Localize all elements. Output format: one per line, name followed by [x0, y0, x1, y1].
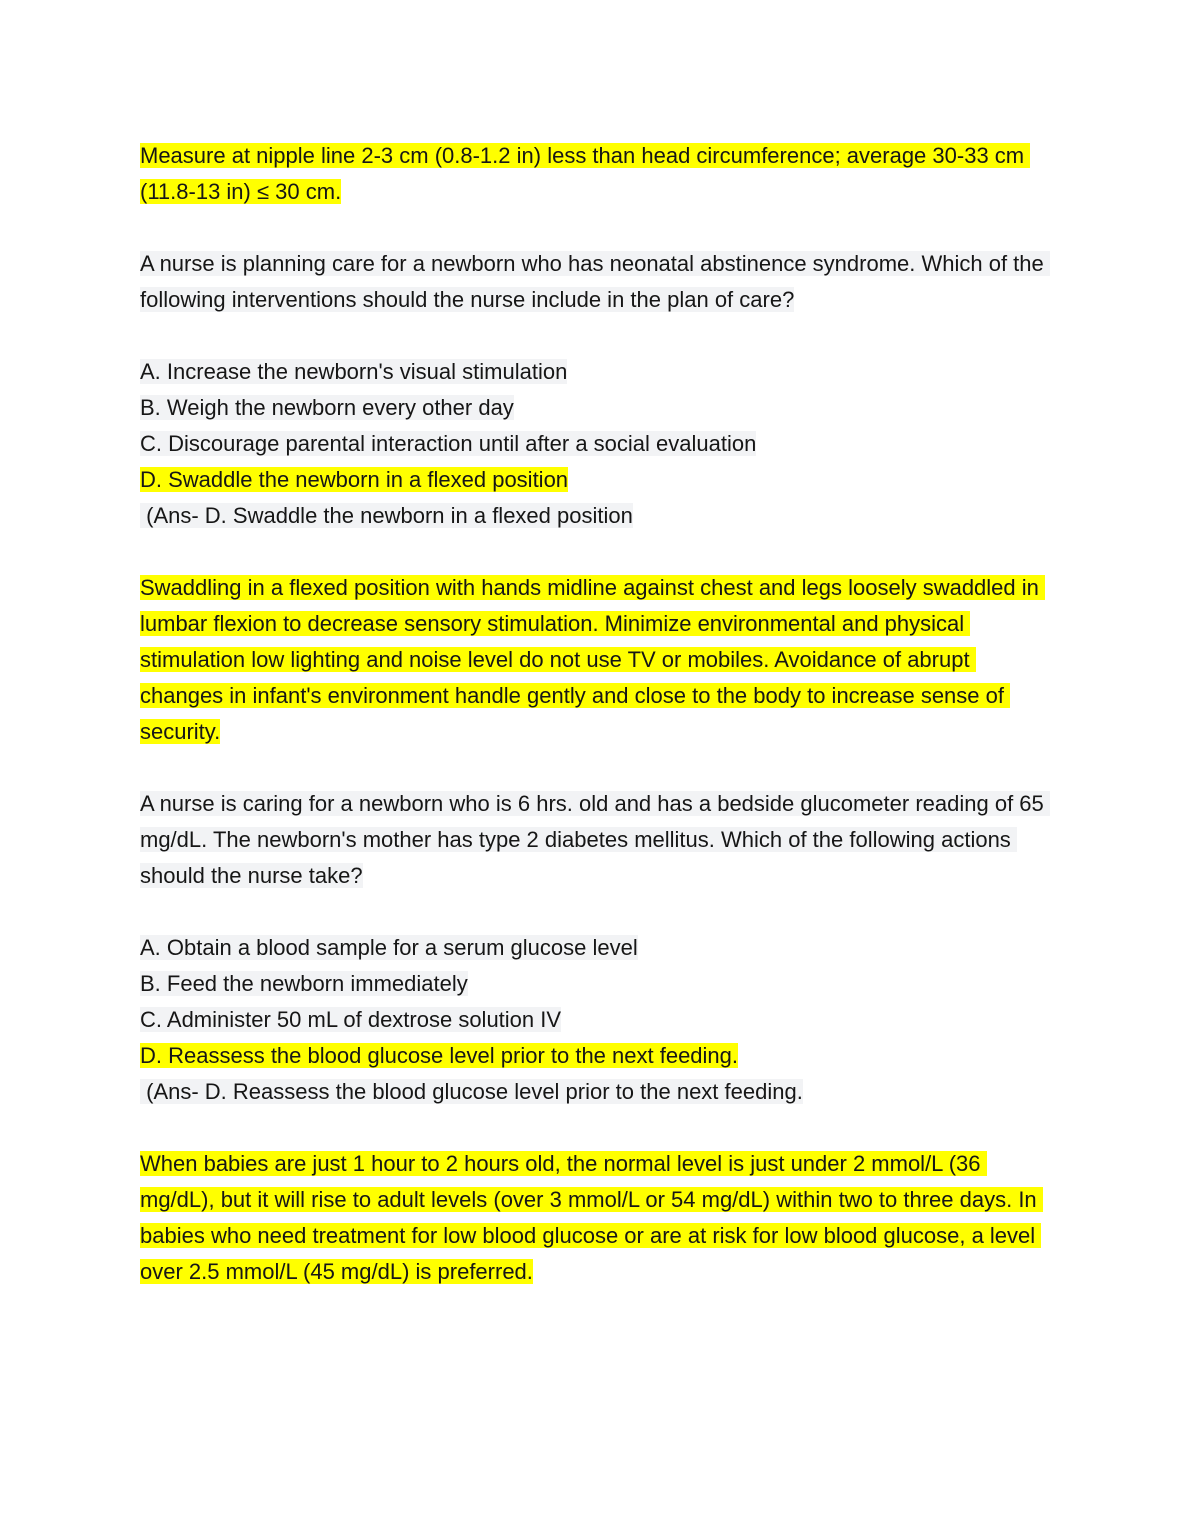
question-2-option-d-line — [140, 1038, 1052, 1074]
question-1-rationale-paragraph — [140, 570, 1052, 750]
question-1-option-d-highlighted: D. Swaddle the newborn in a flexed position — [140, 467, 569, 492]
question-2-option-a: A. Obtain a blood sample for a serum glucose level — [140, 935, 638, 960]
question-2-options — [140, 930, 1052, 1110]
question-2-rationale-highlighted: When babies are just 1 hour to 2 hours old, the normal level is just under 2 mmol/L (36 mg/dL), but it will rise to adult levels (over 3 mmol/L or 54 mg/dL) within two to three days. In babies who need treatment for low blood glucose or are at risk for low blood glucose, a level over 2.5 mmol/L (45 mg/dL) is preferred. — [140, 1151, 1043, 1284]
question-2-option-a-line — [140, 930, 1052, 966]
question-1-answer: (Ans- D. Swaddle the newborn in a flexed position — [140, 503, 633, 528]
question-2-paragraph — [140, 786, 1052, 894]
question-2-option-d-highlighted: D. Reassess the blood glucose level prior to the next feeding. — [140, 1043, 739, 1068]
question-1-option-b-line — [140, 390, 1052, 426]
question-2-answer: (Ans- D. Reassess the blood glucose level prior to the next feeding. — [140, 1079, 803, 1104]
question-1-paragraph — [140, 246, 1052, 318]
paragraph-head-circumference — [140, 138, 1052, 210]
question-1-option-d-line — [140, 462, 1052, 498]
highlighted-measure-note: Measure at nipple line 2-3 cm (0.8-1.2 in) less than head circumference; average 30-33 cm (11.8-13 in) ≤ 30 cm. — [140, 143, 1031, 204]
question-2-option-b-line — [140, 966, 1052, 1002]
question-1-option-c-line — [140, 426, 1052, 462]
question-1-options — [140, 354, 1052, 534]
question-2-rationale-paragraph — [140, 1146, 1052, 1290]
question-2-option-c-line — [140, 1002, 1052, 1038]
question-2-text: A nurse is caring for a newborn who is 6 hrs. old and has a bedside glucometer reading of 65 mg/dL. The newborn's mother has type 2 diabetes mellitus. Which of the following actions should the nurse take? — [140, 791, 1050, 888]
question-1-option-c: C. Discourage parental interaction until after a social evaluation — [140, 431, 757, 456]
question-2-option-b: B. Feed the newborn immediately — [140, 971, 468, 996]
question-1-option-a-line — [140, 354, 1052, 390]
question-2-answer-line — [140, 1074, 1052, 1110]
question-1-rationale-highlighted: Swaddling in a flexed position with hands midline against chest and legs loosely swaddled in lumbar flexion to decrease sensory stimulation. Minimize environmental and physical stimulation low lighting and noise level do not use TV or mobiles. Avoidance of abrupt changes in infant's environment handle gently and close to the body to increase sense of security. — [140, 575, 1046, 744]
question-1-answer-line — [140, 498, 1052, 534]
question-2-option-c: C. Administer 50 mL of dextrose solution IV — [140, 1007, 562, 1032]
question-1-option-b: B. Weigh the newborn every other day — [140, 395, 514, 420]
question-1-option-a: A. Increase the newborn's visual stimulation — [140, 359, 568, 384]
question-1-text: A nurse is planning care for a newborn who has neonatal abstinence syndrome. Which of the following interventions should the nurse include in the plan of care? — [140, 251, 1050, 312]
